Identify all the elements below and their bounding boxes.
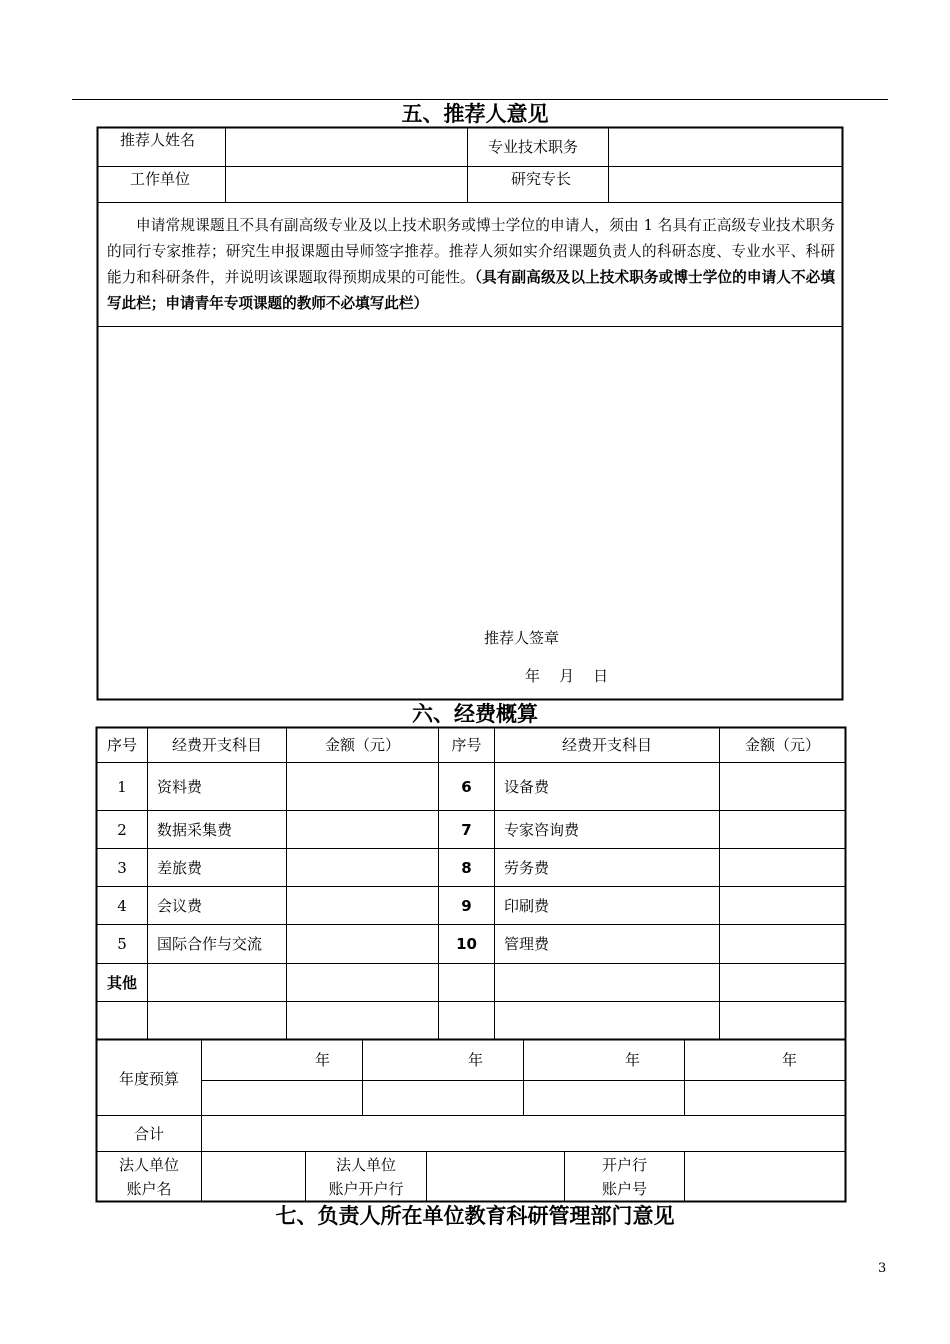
row-no-left: 2 (117, 821, 127, 839)
header-seq-right: 序号 (451, 736, 482, 754)
header-seq-left: 序号 (106, 736, 137, 754)
instruction-text: 申请常规课题且不具有副高级专业及以上技术职务或博士学位的申请人，须由 1 名具有正高级专业技术职务的同行专家推荐；研究生申报课题由导师签字推荐。推荐人须如实介绍课题负责人的科研态度、专业水平、科研能力和科研条件，并说明该课题取得预期成果的可能性。 (107, 217, 835, 286)
bank-label-line2: 账户开户行 (328, 1180, 404, 1198)
recommender-name-label: 推荐人姓名 (120, 131, 196, 149)
recommender-name-field[interactable] (227, 129, 466, 165)
account-name-label-line2: 账户名 (126, 1180, 172, 1198)
professional-title-field[interactable] (610, 129, 841, 165)
row-item-right: 设备费 (504, 778, 550, 796)
row-item-right: 管理费 (504, 935, 550, 953)
amount-fields-right[interactable] (721, 764, 844, 1000)
row-item-right: 印刷费 (504, 897, 550, 915)
row-no-left: 4 (117, 897, 127, 915)
row-item-left: 差旅费 (157, 859, 203, 877)
work-unit-label: 工作单位 (130, 170, 191, 188)
row-item-left: 会议费 (157, 897, 203, 915)
account-name-field[interactable] (203, 1153, 304, 1199)
total-label: 合计 (133, 1125, 164, 1143)
row-item-left: 国际合作与交流 (157, 935, 263, 953)
account-no-field[interactable] (686, 1153, 844, 1199)
work-unit-field[interactable] (227, 168, 466, 201)
year-label-2: 年 (468, 1051, 484, 1069)
year-label-4: 年 (782, 1051, 798, 1069)
total-amount-field[interactable] (203, 1117, 844, 1150)
amount-fields-left[interactable] (288, 764, 437, 1000)
row-item-right: 专家咨询费 (504, 821, 580, 839)
row-item-left: 资料费 (157, 778, 203, 796)
row-item-left: 数据采集费 (157, 821, 233, 839)
header-amount-left: 金额（元） (324, 736, 400, 754)
account-no-label-line2: 账户号 (601, 1180, 647, 1198)
row-no-left: 1 (117, 778, 127, 796)
bank-label-line1: 法人单位 (335, 1156, 396, 1174)
other-label: 其他 (106, 974, 137, 992)
bank-field[interactable] (428, 1153, 563, 1199)
year-label-3: 年 (625, 1051, 641, 1069)
signature-date: 年 月 日 (525, 667, 609, 685)
recommendation-opinion-area[interactable] (99, 328, 841, 698)
account-no-label-line1: 开户行 (601, 1156, 647, 1174)
row-no-left: 3 (117, 859, 127, 877)
row-no-right: 6 (461, 778, 472, 796)
research-specialty-field[interactable] (610, 168, 841, 201)
header-item-right: 经费开支科目 (561, 736, 652, 754)
recommendation-instructions (107, 213, 835, 317)
signature-label: 推荐人签章 (484, 629, 560, 647)
section7-title: 七、负责人所在单位教育科研管理部门意见 (275, 1204, 675, 1228)
row-no-right: 7 (461, 821, 472, 839)
professional-title-label: 专业技术职务 (488, 138, 579, 156)
row-no-right: 9 (461, 897, 472, 915)
year-label-1: 年 (315, 1051, 331, 1069)
row-item-right: 劳务费 (504, 859, 550, 877)
section6-title: 六、经费概算 (412, 702, 538, 726)
page-number: 3 (878, 1261, 887, 1276)
research-specialty-label: 研究专长 (511, 170, 572, 188)
section5-title: 五、推荐人意见 (401, 102, 549, 126)
row-no-right: 10 (456, 935, 477, 953)
account-name-label-line1: 法人单位 (118, 1156, 179, 1174)
row-no-left: 5 (117, 935, 127, 953)
header-item-left: 经费开支科目 (171, 736, 262, 754)
row-no-right: 8 (461, 859, 472, 877)
annual-budget-label: 年度预算 (118, 1070, 179, 1088)
instruction-bold-note: （具有副高级及以上技术职务或博士学位的申请人不必填写此栏；申请青年专项课题的教师不必填写此栏） (107, 269, 835, 312)
header-amount-right: 金额（元） (744, 736, 820, 754)
